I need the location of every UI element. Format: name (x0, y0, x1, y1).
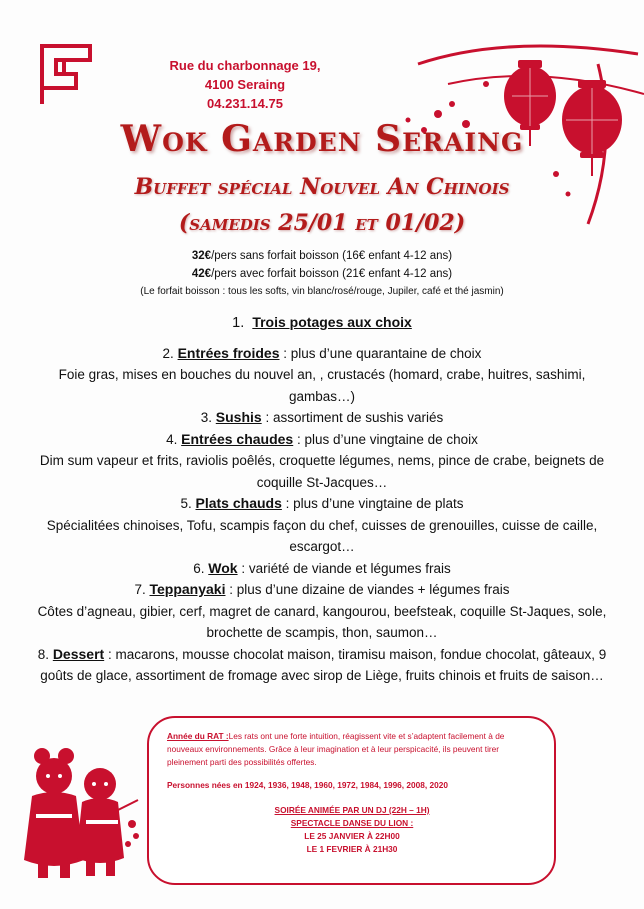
price-amount-2: 42€ (191, 268, 212, 280)
menu-item-title: Wok (208, 559, 238, 576)
menu-item-desc: : variété de viande et légumes frais (241, 560, 451, 576)
menu-item-title: Entrées chaudes (181, 430, 294, 447)
info-box-content (167, 730, 537, 856)
restaurant-title: Wok Garden Seraing (120, 118, 524, 160)
menu-item-number: 2. (162, 345, 174, 361)
price-amount-1: 32€ (191, 250, 212, 262)
lattice-ornament-icon (36, 40, 96, 110)
menu-item-desc: : plus d’une vingtaine de choix (296, 431, 478, 447)
menu-item-desc: : plus d’une vingtaine de plats (285, 496, 464, 511)
address-phone: 04.231.14.75 (207, 96, 283, 111)
menu-item-5 (28, 493, 616, 515)
rat-paragraph (167, 730, 537, 769)
menu-item-desc: : plus d’une dizaine de viandes + légumes frais (229, 582, 510, 597)
lion-dance: SPECTACLE DANSE DU LION : (290, 818, 414, 828)
rat-title: Année du RAT : (167, 731, 229, 741)
menu-item-detail: Dim sum vapeur et frits, raviolis poêlés, croquette légumes, nems, pince de crabe, beignets de coquille St-Jacques… (39, 453, 605, 490)
lion-date-2: LE 1 FEVRIER À 21H30 (306, 844, 398, 854)
menu-item-3 (28, 407, 616, 429)
menu-item-number: 6. (193, 560, 205, 576)
menu-item-detail: Spécialitées chinoises, Tofu, scampis façon du chef, cuisses de grenouilles, cuisse de caille, escargot… (46, 517, 598, 554)
address-city: 4100 Seraing (204, 77, 286, 92)
menu-item-desc: : plus d’une quarantaine de choix (283, 345, 482, 361)
birth-years: Personnes nées en 1924, 1936, 1948, 1960, 1972, 1984, 1996, 2008, 2020 (167, 780, 448, 790)
menu-item-number: 5. (180, 496, 192, 511)
price-text-2: /pers avec forfait boisson (21€ enfant 4-12 ans) (211, 268, 453, 280)
dj-evening: SOIRÉE ANIMÉE PAR UN DJ (22H – 1H) (274, 805, 430, 815)
price-line-2 (0, 265, 644, 283)
event-announcements (167, 804, 537, 856)
children-figures-icon (14, 740, 144, 890)
menu-item-number: 1. (232, 315, 245, 331)
menu-item-title: Entrées froides (177, 344, 280, 361)
menu-list (28, 312, 616, 687)
menu-item-number: 7. (134, 582, 146, 597)
lion-date-1: LE 25 JANVIER À 22H00 (304, 831, 400, 841)
menu-item-detail: Côtes d’agneau, gibier, cerf, magret de canard, kangourou, beefsteak, coquille St-Jaques, sole, brochette de scampis, thon, saumon… (37, 603, 607, 640)
address-street: Rue du charbonnage 19, (169, 58, 321, 73)
menu-item-title: Dessert (52, 645, 105, 662)
menu-item-6 (28, 558, 616, 580)
menu-item-desc: : macarons, mousse chocolat maison, tiramisu maison, fondue chocolat, gâteaux, 9 goûts de glace, assortiment de fromage avec sirop de Liège, fruits chinois et fruits de saison… (40, 646, 607, 683)
event-subtitle: Buffet spécial Nouvel An Chinois (134, 174, 510, 200)
info-box (147, 716, 556, 885)
menu-item-title: Teppanyaki (149, 581, 226, 597)
drink-package-note: (Le forfait boisson : tous les softs, vin blanc/rosé/rouge, Jupiler, café et thé jasmin) (140, 286, 504, 297)
menu-item-8 (28, 644, 616, 687)
event-dates: (samedis 25/01 et 01/02) (178, 210, 466, 236)
menu-item-4 (28, 429, 616, 451)
menu-item-1 (28, 312, 616, 335)
address-block (150, 56, 340, 113)
price-block (0, 247, 644, 301)
menu-item-title: Trois potages aux choix (252, 314, 412, 330)
menu-item-number: 3. (200, 410, 212, 425)
menu-item-desc: : assortiment de sushis variés (265, 410, 444, 425)
rat-text: Les rats ont une forte intuition, réagissent vite et s’adaptent facilement à de nouveaux environnements. Grâce à leur imagination et à leur perspicacité, ils peuvent tirer pleinement parti des possibilités offertes. (167, 731, 505, 767)
menu-item-2 (28, 343, 616, 365)
menu-item-number: 8. (37, 646, 50, 662)
price-text-1: /pers sans forfait boisson (16€ enfant 4-12 ans) (211, 250, 453, 262)
menu-item-title: Plats chauds (195, 495, 282, 511)
menu-item-title: Sushis (215, 409, 262, 425)
price-line-1 (0, 247, 644, 265)
menu-item-detail: Foie gras, mises en bouches du nouvel an, , crustacés (homard, crabe, huitres, sashimi, gambas…) (58, 367, 586, 404)
menu-item-number: 4. (166, 431, 178, 447)
menu-item-7 (28, 579, 616, 601)
